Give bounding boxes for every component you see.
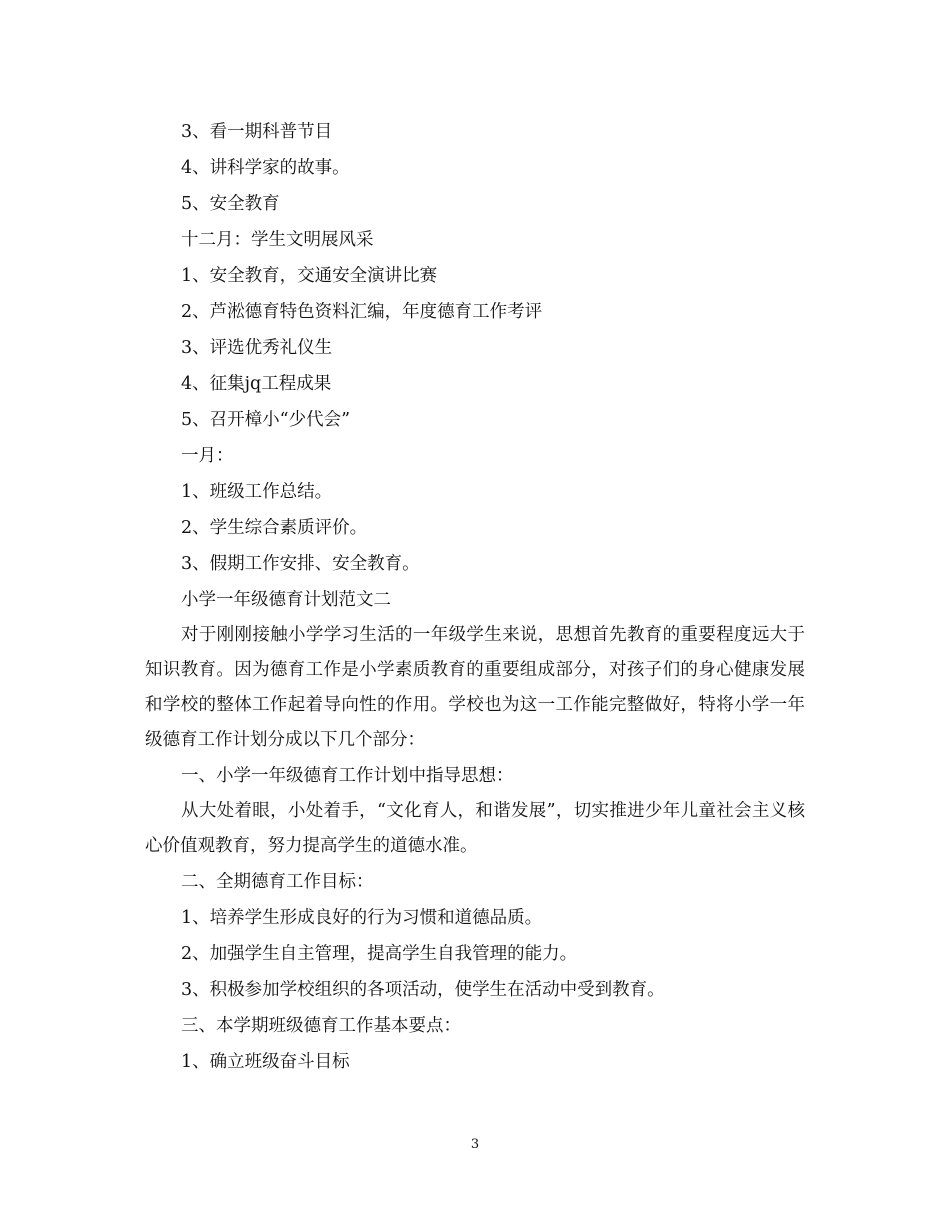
list-item: 1、安全教育，交通安全演讲比赛	[181, 266, 438, 286]
list-item: 3、看一期科普节目	[181, 122, 333, 142]
section-heading: 二、全期德育工作目标：	[181, 872, 374, 892]
section-heading: 一、小学一年级德育工作计划中指导思想：	[181, 766, 514, 786]
list-item: 3、假期工作安排、安全教育。	[181, 554, 420, 574]
list-item: 2、芦淞德育特色资料汇编，年度德育工作考评	[181, 302, 543, 322]
list-item: 4、讲科学家的故事。	[181, 158, 350, 178]
month-heading-january: 一月：	[181, 446, 234, 466]
section-heading: 三、本学期班级德育工作基本要点：	[181, 1016, 461, 1036]
list-item: 1、班级工作总结。	[181, 482, 333, 502]
month-heading-december: 十二月：学生文明展风采	[181, 230, 374, 250]
list-item: 5、安全教育	[181, 194, 280, 214]
list-item: 3、评选优秀礼仪生	[181, 338, 333, 358]
list-item: 1、培养学生形成良好的行为习惯和道德品质。	[181, 908, 543, 928]
list-item: 5、召开樟小“少代会”	[181, 410, 351, 430]
intro-paragraph: 对于刚刚接触小学学习生活的一年级学生来说，思想首先教育的重要程度远大于知识教育。因为德育工作是小学素质教育的重要组成部分，对孩子们的身心健康发展和学校的整体工作起着导向性的作用。学校也为这一工作能完整做好，特将小学一年级德育工作计划分成以下几个部分：	[145, 625, 805, 750]
list-item: 2、加强学生自主管理，提高学生自我管理的能力。	[181, 944, 578, 964]
list-item: 4、征集jq工程成果	[181, 374, 332, 394]
list-item: 3、积极参加学校组织的各项活动，使学生在活动中受到教育。	[181, 980, 665, 1000]
page-content	[145, 114, 805, 1080]
section-title: 小学一年级德育计划范文二	[181, 590, 391, 610]
guiding-paragraph: 从大处着眼，小处着手，“文化育人，和谐发展”，切实推进少年儿童社会主义核心价值观教育，努力提高学生的道德水准。	[145, 801, 805, 856]
list-item: 1、确立班级奋斗目标	[181, 1052, 350, 1072]
list-item: 2、学生综合素质评价。	[181, 518, 368, 538]
page-number: 3	[470, 1137, 480, 1152]
